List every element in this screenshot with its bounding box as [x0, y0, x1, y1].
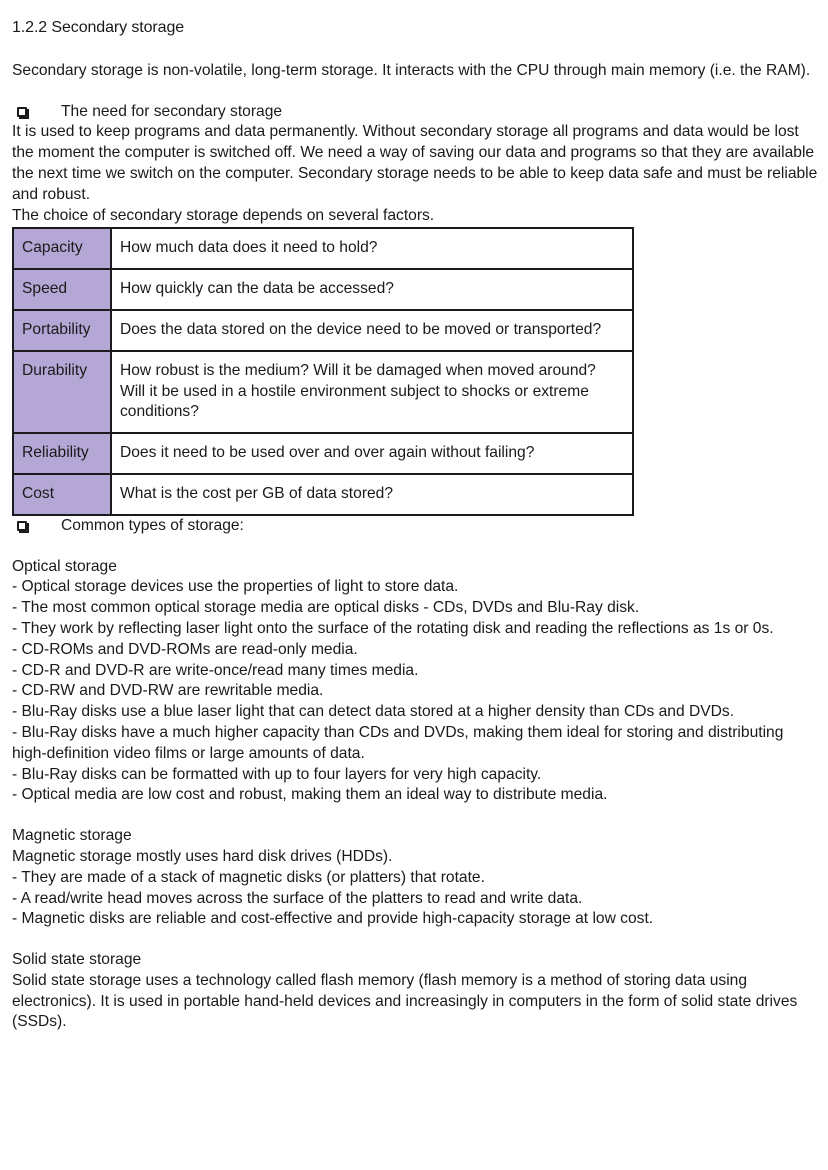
table-row [13, 433, 633, 474]
list-item: - CD-RW and DVD-RW are rewritable media. [12, 682, 324, 700]
list-item: - Blu-Ray disks use a blue laser light that can detect data stored at a higher density than CDs and DVDs. [12, 703, 735, 721]
list-item: - Magnetic disks are reliable and cost-effective and provide high-capacity storage at low cost. [12, 910, 654, 928]
table-row [13, 228, 633, 269]
table-row [13, 474, 633, 515]
magnetic-title: Magnetic storage [12, 827, 132, 845]
common-types-heading: Common types of storage: [61, 516, 244, 534]
list-item: - Blu-Ray disks have a much higher capacity than CDs and DVDs, making them ideal for storing and distributing high-definition video films or large amounts of data. [12, 723, 784, 762]
list-item: - A read/write head moves across the surface of the platters to read and write data. [12, 889, 583, 907]
factor-label: Reliability [13, 433, 111, 474]
solid-state-body: Solid state storage uses a technology called flash memory (flash memory is a method of storing data using electronics). It is used in portable hand-held devices and increasingly in computers in the form of solid state drives (SSDs). [12, 971, 798, 1031]
factor-description: Does the data stored on the device need to be moved or transported? [111, 310, 633, 351]
document-page [12, 18, 818, 1033]
table-row [13, 310, 633, 351]
list-item: - Optical storage devices use the properties of light to store data. [12, 578, 459, 596]
need-heading-row [17, 102, 818, 123]
need-choice: The choice of secondary storage depends on several factors. [12, 206, 435, 224]
factor-label: Portability [13, 310, 111, 351]
optical-title: Optical storage [12, 557, 117, 575]
factor-description: How robust is the medium? Will it be damaged when moved around? Will it be used in a hostile environment subject to shocks or extreme conditions? [111, 351, 633, 433]
table-row [13, 351, 633, 433]
list-item: - The most common optical storage media are optical disks - CDs, DVDs and Blu-Ray disk. [12, 599, 640, 617]
need-body: It is used to keep programs and data permanently. Without secondary storage all programs and data would be lost the moment the computer is switched off. We need a way of saving our data and programs so that they are available the next time we switch on the computer. Secondary storage needs to be able to keep data safe and must be reliable and robust. [12, 123, 818, 203]
factor-label: Speed [13, 269, 111, 310]
checkbox-bullet-icon [17, 521, 27, 531]
factor-description: Does it need to be used over and over again without failing? [111, 433, 633, 474]
list-item: - Optical media are low cost and robust, making them an ideal way to distribute media. [12, 786, 608, 804]
list-item: - CD-R and DVD-R are write-once/read many times media. [12, 661, 419, 679]
factor-description: What is the cost per GB of data stored? [111, 474, 633, 515]
solid-state-title: Solid state storage [12, 951, 142, 969]
list-item: - Blu-Ray disks can be formatted with up to four layers for very high capacity. [12, 765, 542, 783]
intro-paragraph: Secondary storage is non-volatile, long-term storage. It interacts with the CPU through main memory (i.e. the RAM). [12, 61, 811, 79]
factors-table [12, 227, 634, 515]
need-heading: The need for secondary storage [61, 102, 283, 120]
factor-description: How much data does it need to hold? [111, 228, 633, 269]
list-item: - CD-ROMs and DVD-ROMs are read-only media. [12, 640, 358, 658]
list-item: Magnetic storage mostly uses hard disk drives (HDDs). [12, 847, 393, 865]
factor-description: How quickly can the data be accessed? [111, 269, 633, 310]
factor-label: Capacity [13, 228, 111, 269]
list-item: - They are made of a stack of magnetic disks (or platters) that rotate. [12, 868, 485, 886]
table-row [13, 269, 633, 310]
factor-label: Cost [13, 474, 111, 515]
list-item: - They work by reflecting laser light onto the surface of the rotating disk and reading the reflections as 1s or 0s. [12, 619, 774, 637]
factor-label: Durability [13, 351, 111, 433]
common-types-heading-row [17, 516, 818, 537]
checkbox-bullet-icon [17, 107, 27, 117]
section-title: 1.2.2 Secondary storage [12, 19, 185, 36]
